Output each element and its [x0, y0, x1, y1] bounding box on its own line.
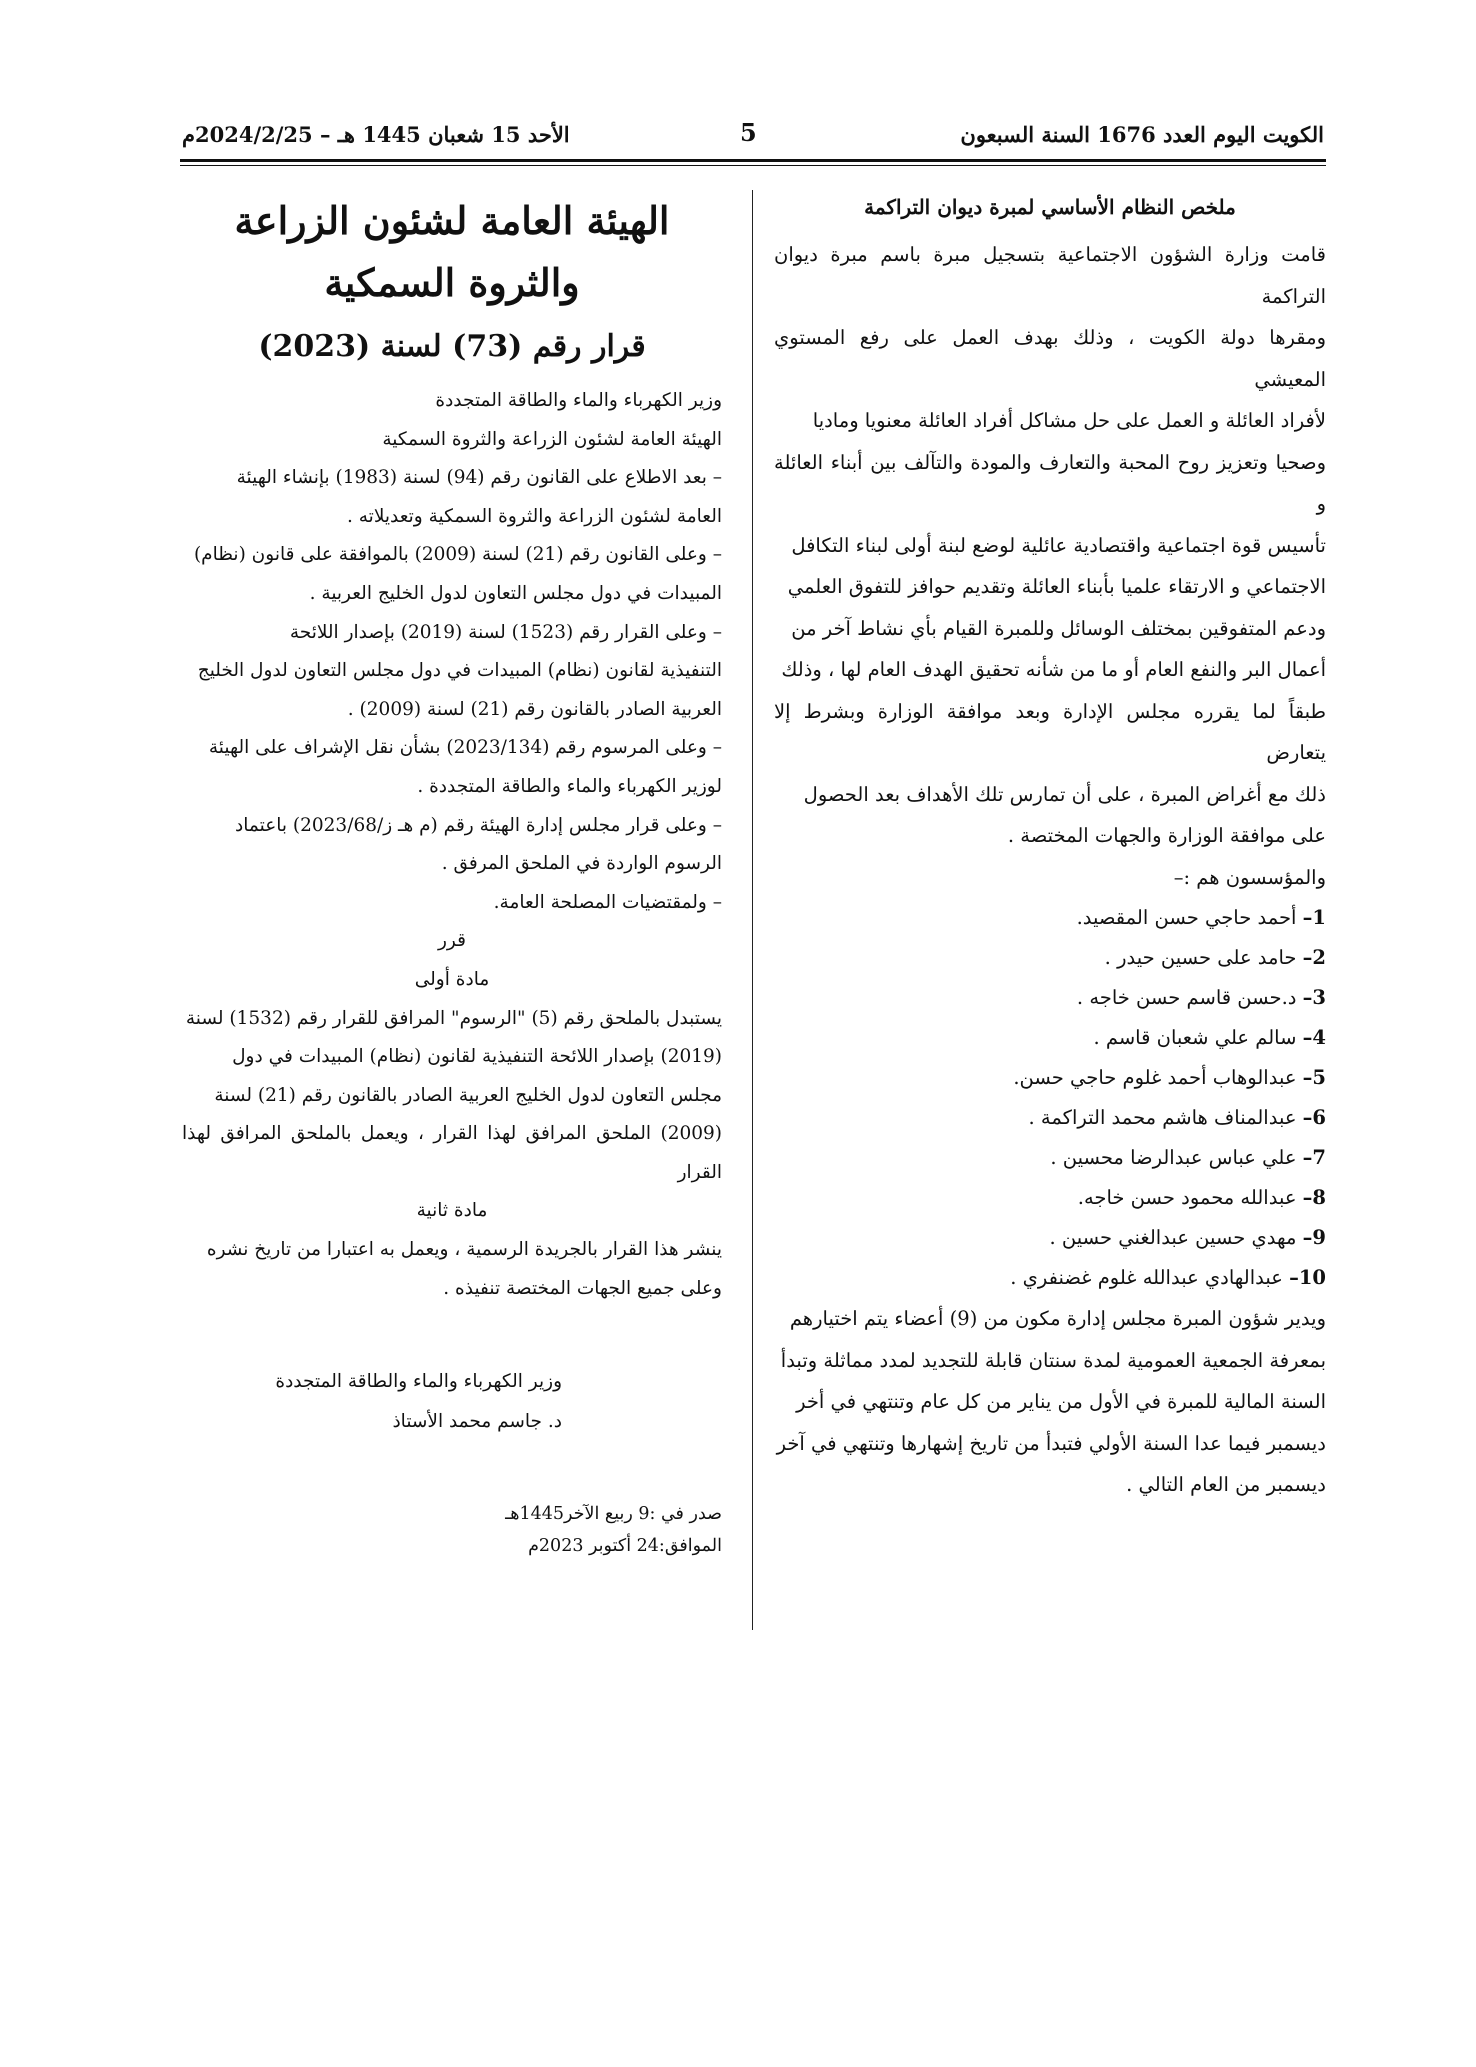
spacer [182, 1442, 722, 1498]
text-line: تأسيس قوة اجتماعية واقتصادية عائلية لوضع لبنة أولى لبناء التكافل [791, 533, 1326, 557]
text-line: وزير الكهرباء والماء والطاقة المتجددة [435, 390, 722, 411]
text-line: أعمال البر والنفع العام أو ما من شأنه تحقيق الهدف العام لها ، وذلك [781, 658, 1326, 681]
list-item: 1– أحمد حاجي حسن المقصيد. [1076, 906, 1326, 929]
authority-title: الهيئة العامة لشئون الزراعة والثروة السمكية [234, 198, 670, 305]
article-1-body [182, 1000, 722, 1193]
text-line: (2019) بإصدار اللائحة التنفيذية لقانون (نظام) المبيدات في دول [232, 1046, 722, 1068]
charity-closing [774, 1298, 1326, 1506]
decree-preamble [182, 382, 722, 922]
issued-gregorian: الموافق:24 أكتوبر 2023م [528, 1536, 722, 1557]
text-line: ويدير شؤون المبرة مجلس إدارة مكون من (9) أعضاء يتم اختيارهم [789, 1307, 1326, 1330]
text-line: على موافقة الوزارة والجهات المختصة . [1007, 824, 1326, 847]
charity-intro [774, 234, 1326, 857]
text-line: لوزير الكهرباء والماء والطاقة المتجددة . [417, 775, 722, 797]
text-line: – وعلى القانون رقم (21) لسنة (2009) بالموافقة على قانون (نظام) [193, 544, 722, 566]
header-rule-thin [180, 165, 1326, 166]
text-line: لأفراد العائلة و العمل على حل مشاكل أفراد العائلة معنويا وماديا [812, 409, 1326, 432]
signature-block [182, 1362, 722, 1442]
left-column [182, 190, 722, 1562]
text-line: – وعلى القرار رقم (1523) لسنة (2019) بإصدار اللائحة [289, 621, 722, 643]
list-item: 7– علي عباس عبدالرضا محسين . [1050, 1146, 1326, 1169]
header-rule-thick [180, 159, 1326, 162]
text-line: ديسمبر من العام التالي . [1126, 1473, 1326, 1496]
text-line: – وعلى المرسوم رقم (2023/134) بشأن نقل الإشراف على الهيئة [208, 737, 722, 759]
text-line: وعلى جميع الجهات المختصة تنفيذه . [443, 1277, 722, 1299]
text-line: المبيدات في دول مجلس التعاون لدول الخليج العربية . [309, 582, 722, 604]
list-item: 9– مهدي حسين عبدالغني حسين . [1049, 1226, 1326, 1249]
text-line: الاجتماعي و الارتقاء علميا بأبناء العائلة وتقديم حوافز للتفوق العلمي [787, 575, 1326, 598]
text-line: السنة المالية للمبرة في الأول من يناير من كل عام وتنتهي في أخر [796, 1390, 1326, 1413]
list-item: 3– د.حسن قاسم حسن خاجه . [1076, 986, 1326, 1009]
list-item: 4– سالم علي شعبان قاسم . [1093, 1026, 1326, 1049]
text-line: الهيئة العامة لشئون الزراعة والثروة السمكية [382, 428, 722, 450]
charity-summary-title: ملخص النظام الأساسي لمبرة ديوان التراكمة [864, 195, 1236, 219]
decree-title: قرار رقم (73) لسنة (2023) [258, 329, 646, 364]
founders-list [774, 898, 1326, 1298]
list-item: 5– عبدالوهاب أحمد غلوم حاجي حسن. [1013, 1066, 1326, 1089]
issued-hijri: صدر في :9 ربيع الآخر1445هـ [505, 1504, 722, 1525]
signature-name: د. جاسم محمد الأستاذ [392, 1411, 562, 1433]
text-line: ومقرها دولة الكويت ، وذلك بهدف العمل على رفع المستوي المعيشي [774, 326, 1326, 391]
article-1-title: مادة أولى [414, 968, 490, 990]
header-date: الأحد 15 شعبان 1445 هـ – 2024/2/25م [182, 122, 570, 147]
founders-label: والمؤسسون هم :– [1173, 865, 1326, 889]
right-column [774, 190, 1326, 1506]
issue-date-block [182, 1498, 722, 1562]
list-item: 6– عبدالمناف هاشم محمد التراكمة . [1028, 1106, 1326, 1129]
text-line: ديسمبر فيما عدا السنة الأولي فتبدأ من تاريخ إشهارها وتنتهي في آخر [776, 1431, 1326, 1455]
text-line: يستبدل بالملحق رقم (5) "الرسوم" المرافق للقرار رقم (1532) لسنة [185, 1007, 722, 1029]
text-line: – وعلى قرار مجلس إدارة الهيئة رقم (م هـ ز/2023/68) باعتماد [235, 814, 722, 836]
text-line: بمعرفة الجمعية العمومية لمدة سنتان قابلة للتجديد لمدد مماثلة وتبدأ [780, 1348, 1326, 1372]
article-2-title: مادة ثانية [416, 1200, 488, 1222]
list-item: 2– حامد على حسين حيدر . [1104, 946, 1326, 969]
text-line: ينشر هذا القرار بالجريدة الرسمية ، ويعمل به اعتبارا من تاريخ نشره [206, 1239, 722, 1261]
spacer [182, 1308, 722, 1362]
article-2-body [182, 1231, 722, 1308]
text-line: – ولمقتضيات المصلحة العامة. [493, 891, 722, 913]
text-line: طبقاً لما يقرره مجلس الإدارة وبعد موافقة الوزارة وبشرط إلا يتعارض [774, 699, 1326, 764]
text-line: ذلك مع أغراض المبرة ، على أن تمارس تلك الأهداف بعد الحصول [803, 782, 1326, 806]
text-line: ودعم المتفوقين بمختلف الوسائل وللمبرة القيام بأي نشاط آخر من [791, 616, 1326, 640]
text-line: العربية الصادر بالقانون رقم (21) لسنة (2009) . [347, 698, 722, 720]
header-issue-info: الكويت اليوم العدد 1676 السنة السبعون [960, 122, 1324, 147]
decided-heading: قرر [438, 930, 466, 952]
text-line: مجلس التعاون لدول الخليج العربية الصادر بالقانون رقم (21) لسنة [214, 1084, 722, 1106]
text-line: – بعد الاطلاع على القانون رقم (94) لسنة (1983) بإنشاء الهيئة [236, 467, 722, 489]
text-line: قامت وزارة الشؤون الاجتماعية بتسجيل مبرة باسم مبرة ديوان التراكمة [774, 243, 1326, 308]
text-line: وصحيا وتعزيز روح المحبة والتعارف والمودة والتآلف بين أبناء العائلة و [774, 450, 1326, 515]
list-item: 8– عبدالله محمود حسن خاجه. [1077, 1186, 1326, 1209]
text-line: التنفيذية لقانون (نظام) المبيدات في دول مجلس التعاون لدول الخليج [197, 660, 722, 682]
column-divider [752, 190, 753, 1630]
text-line: الرسوم الواردة في الملحق المرفق . [441, 853, 722, 875]
signature-title: وزير الكهرباء والماء والطاقة المتجددة [275, 1371, 562, 1393]
page-number: 5 [740, 118, 757, 147]
page-header [182, 118, 1324, 164]
list-item: 10– عبدالهادي عبدالله غلوم غضنفري . [1010, 1266, 1326, 1289]
text-line: العامة لشئون الزراعة والثروة السمكية وتعديلاته . [346, 505, 722, 527]
text-line: (2009) الملحق المرافق لهذا القرار ، ويعمل بالملحق المرافق لهذا القرار [182, 1123, 722, 1183]
